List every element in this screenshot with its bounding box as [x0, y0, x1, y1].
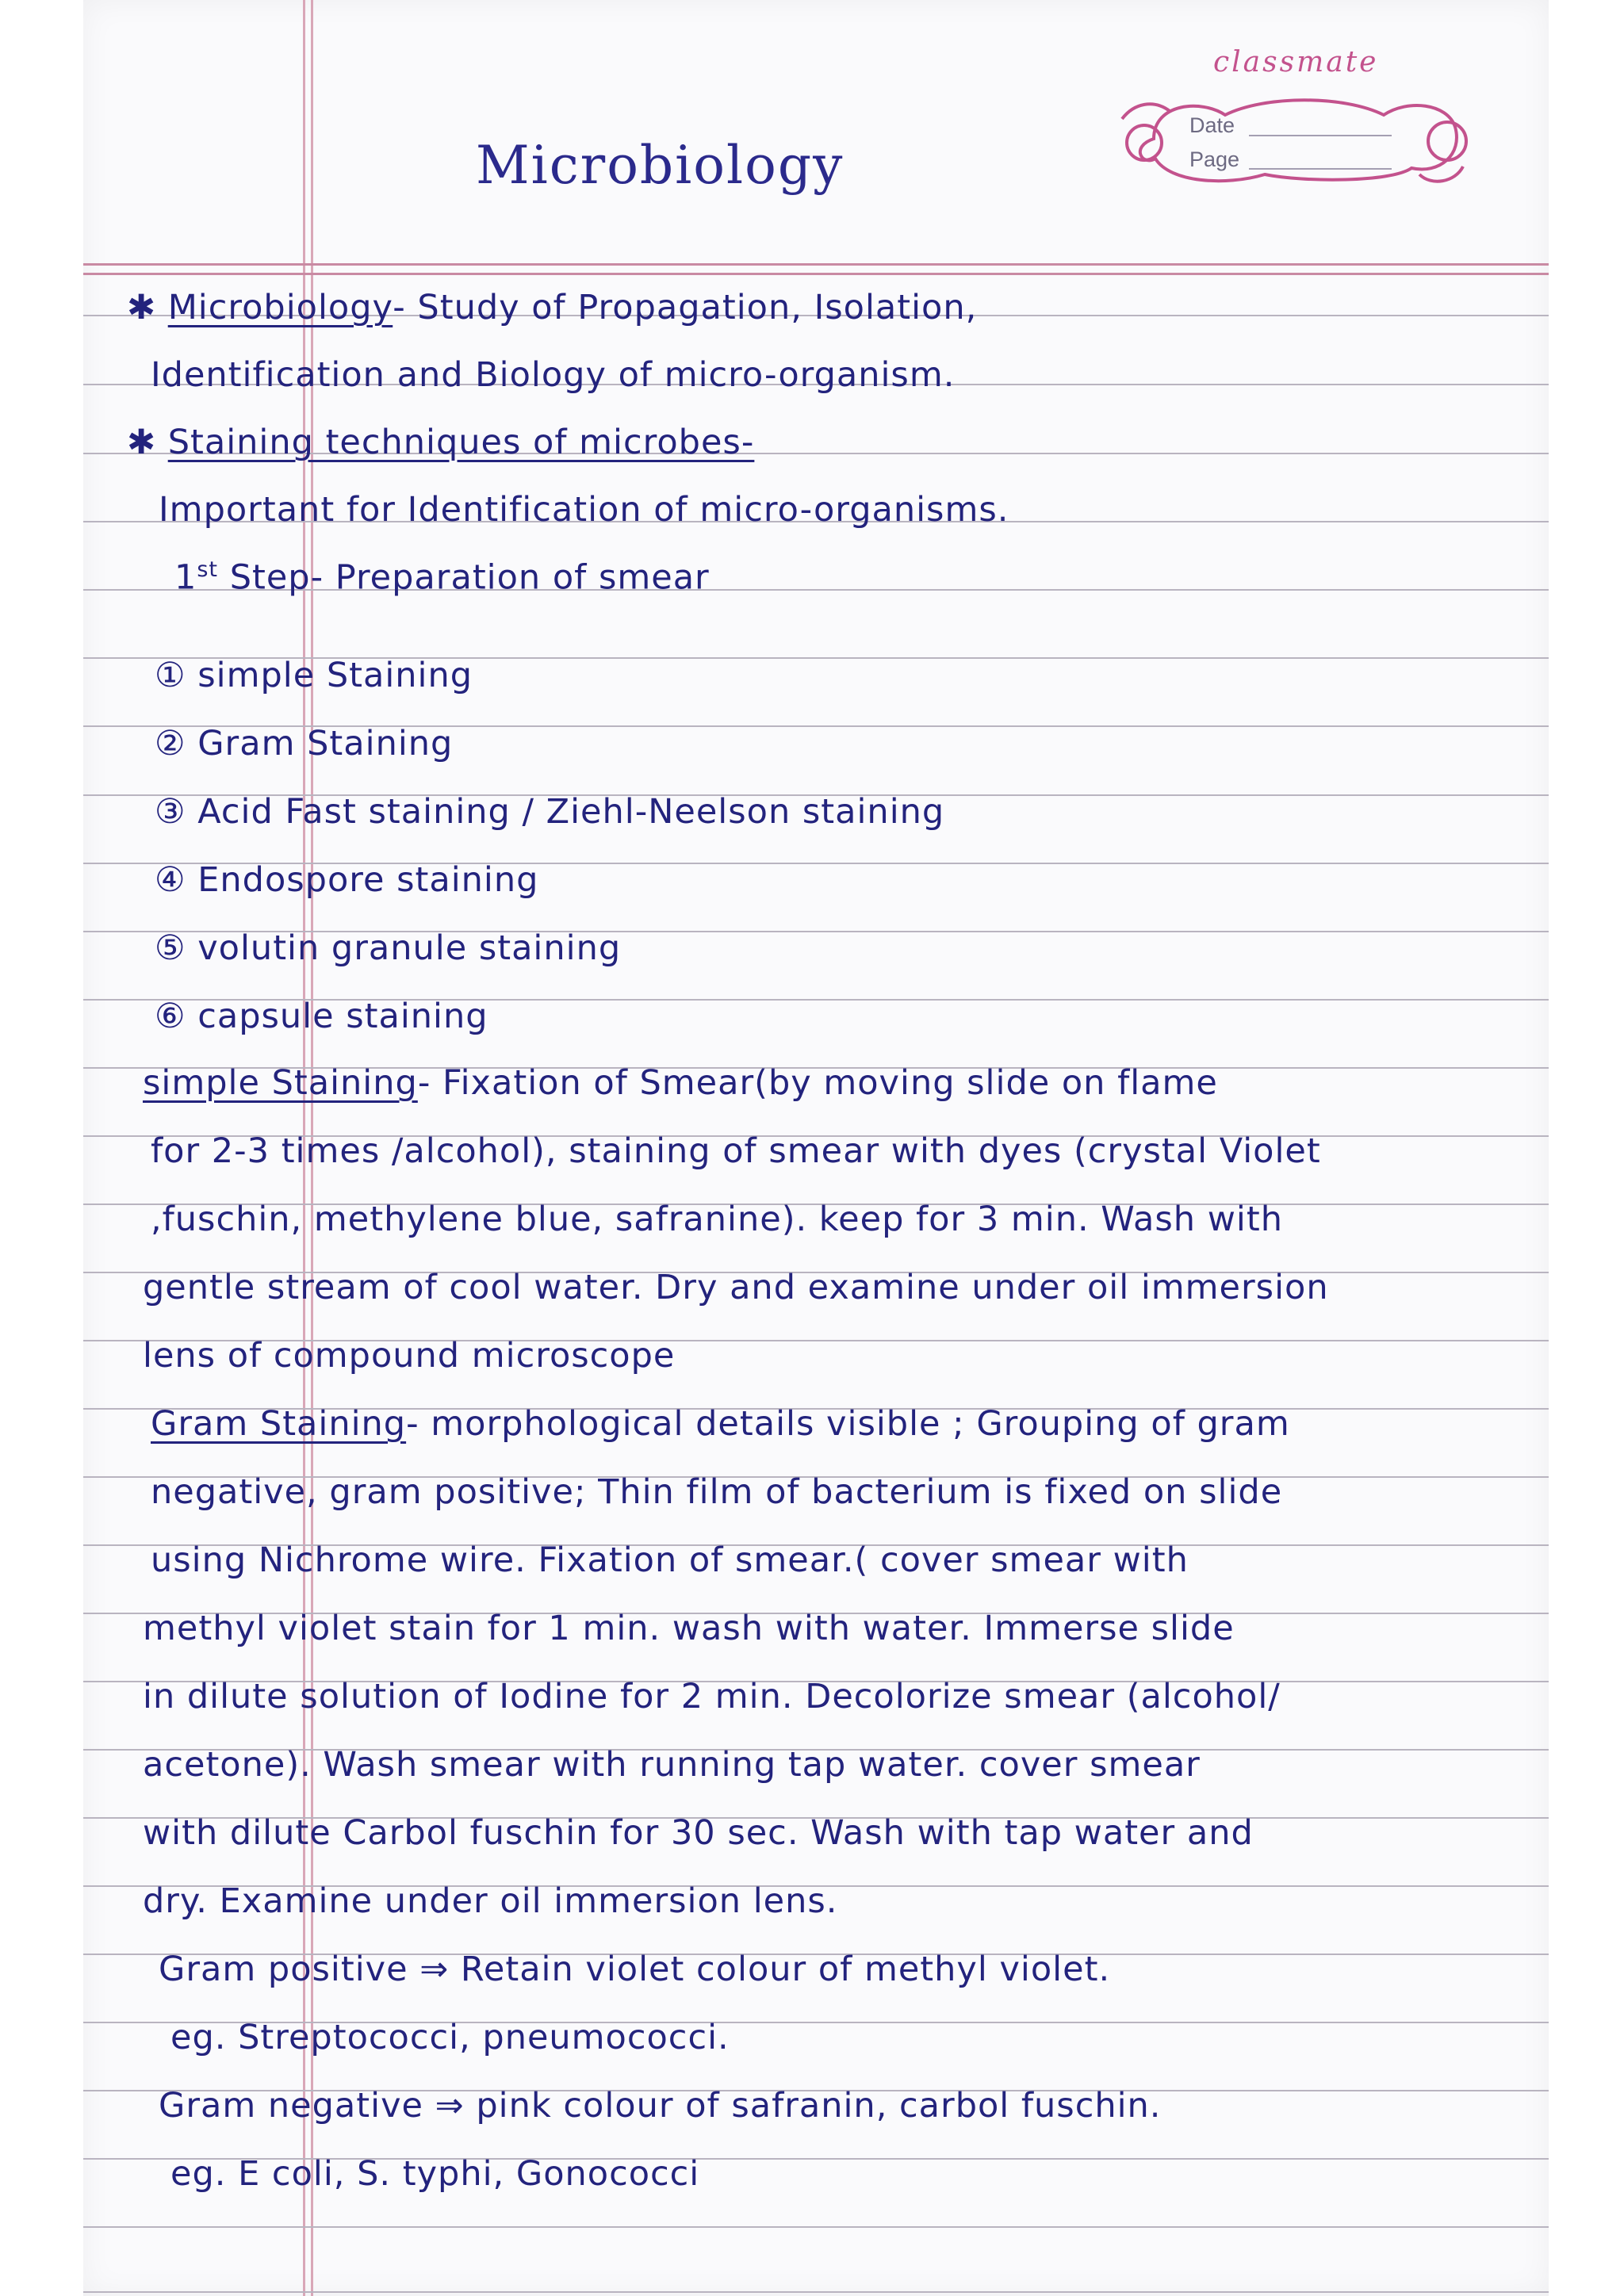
step-ordinal: st — [197, 557, 219, 582]
gram-staining-line-3: using Nichrome wire. Fixation of smear.( cover smear with — [151, 1540, 1189, 1580]
simple-staining-line-2: for 2-3 times /alcohol), staining of smear with dyes (crystal Violet — [151, 1131, 1321, 1171]
list-item — [155, 997, 488, 1036]
simple-staining-line-4: gentle stream of cool water. Dry and examine under oil immersion — [143, 1268, 1329, 1307]
list-number: ① — [155, 656, 186, 695]
first-step-line — [174, 557, 710, 597]
list-text: simple Staining — [197, 656, 473, 695]
asterisk-icon: ✱ — [127, 288, 168, 327]
step-number: 1 — [174, 557, 197, 598]
gram-negative-example: eg. E coli, S. typhi, Gonococci — [170, 2154, 700, 2194]
list-text: volutin granule staining — [197, 928, 622, 968]
gram-staining-line-7: with dilute Carbol fuschin for 30 sec. Wash with tap water and — [143, 1813, 1254, 1853]
notebook-brand: classmate — [1213, 46, 1379, 78]
page-label: Page — [1189, 147, 1240, 171]
simple-staining-term: simple Staining — [143, 1063, 418, 1103]
list-item — [155, 724, 453, 763]
simple-staining-line-3: ,fuschin, methylene blue, safranine). keep for 3 min. Wash with — [151, 1200, 1283, 1239]
list-text: Gram Staining — [197, 724, 454, 763]
list-text: Acid Fast staining / Ziehl-Neelson staining — [197, 792, 945, 832]
list-number: ⑤ — [155, 928, 186, 968]
list-item — [155, 656, 473, 695]
list-item — [155, 860, 538, 900]
asterisk-icon: ✱ — [127, 423, 168, 462]
definition-text: - Study of Propagation, Isolation, — [393, 288, 978, 327]
gram-staining-line-8: dry. Examine under oil immersion lens. — [143, 1881, 838, 1921]
gram-staining-line — [151, 1404, 1290, 1444]
list-item — [155, 792, 944, 832]
gram-staining-line-2: negative, gram positive; Thin film of bacterium is fixed on slide — [151, 1472, 1283, 1512]
list-number: ③ — [155, 792, 186, 832]
list-text: capsule staining — [197, 997, 488, 1036]
definition-line — [127, 288, 977, 327]
definition-line-2: Identification and Biology of micro-organism. — [151, 355, 956, 395]
simple-staining-text: - Fixation of Smear(by moving slide on flame — [417, 1063, 1218, 1103]
list-text: Endospore staining — [197, 860, 539, 900]
list-number: ④ — [155, 860, 186, 900]
importance-line: Important for Identification of micro-organisms. — [159, 490, 1009, 530]
simple-staining-line-5: lens of compound microscope — [143, 1336, 676, 1376]
gram-staining-text: - morphological details visible ; Grouping of gram — [406, 1404, 1290, 1444]
date-label: Date — [1189, 113, 1235, 137]
staining-heading-line — [127, 423, 754, 462]
gram-staining-term: Gram Staining — [151, 1404, 407, 1444]
gram-staining-line-4: methyl violet stain for 1 min. wash with water. Immerse slide — [143, 1609, 1235, 1648]
gram-positive-example: eg. Streptococci, pneumococci. — [170, 2018, 730, 2057]
list-number: ② — [155, 724, 186, 763]
page-title: Microbiology — [476, 135, 845, 196]
list-item — [155, 928, 621, 968]
gram-staining-line-5: in dilute solution of Iodine for 2 min. Decolorize smear (alcohol/ — [143, 1677, 1281, 1716]
list-number: ⑥ — [155, 997, 186, 1036]
simple-staining-line — [143, 1063, 1218, 1103]
staining-heading: Staining techniques of microbes- — [167, 423, 755, 462]
gram-positive-line: Gram positive ⇒ Retain violet colour of methyl violet. — [159, 1950, 1111, 1989]
definition-term: Microbiology — [167, 288, 393, 327]
step-text: Step- Preparation of smear — [229, 557, 710, 598]
gram-negative-line: Gram negative ⇒ pink colour of safranin, carbol fuschin. — [159, 2086, 1162, 2126]
gram-staining-line-6: acetone). Wash smear with running tap water. cover smear — [143, 1745, 1201, 1785]
